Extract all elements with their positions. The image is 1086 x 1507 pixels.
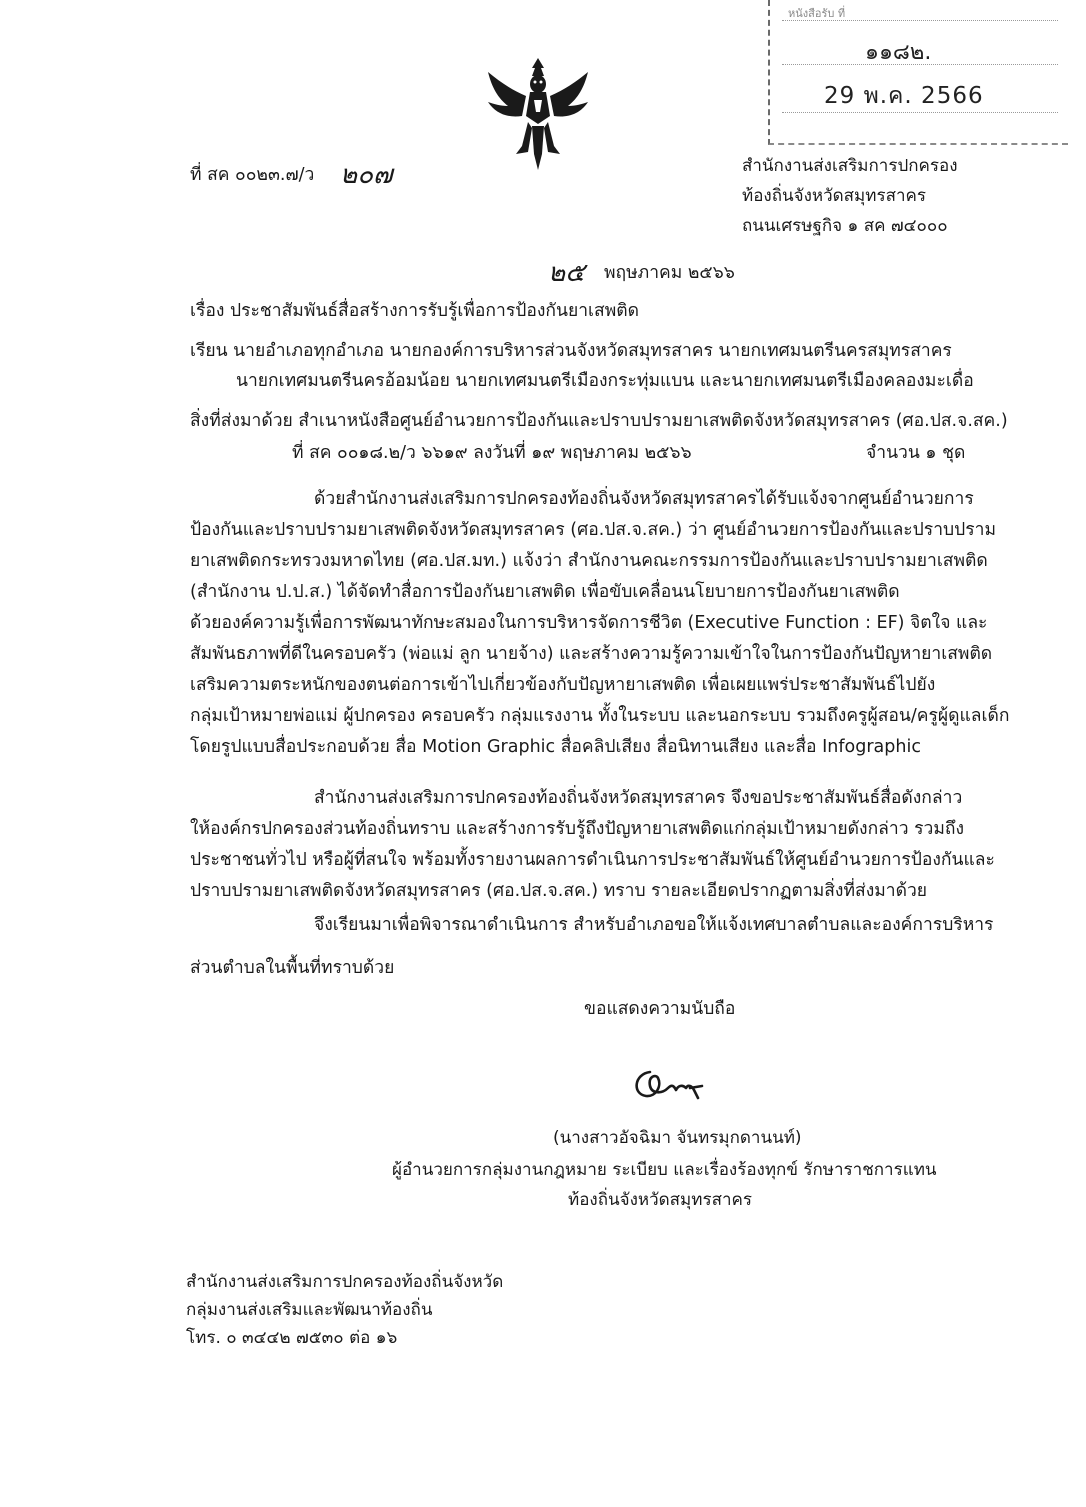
body-line: ด้วยสำนักงานส่งเสริมการปกครองท้องถิ่นจังหวัดสมุทรสาครได้รับแจ้งจากศูนย์อำนวยการ — [314, 489, 974, 509]
body-line: จึงเรียนมาเพื่อพิจารณาดำเนินการ สำหรับอำเภอขอให้แจ้งเทศบาลตำบลและองค์การบริหาร — [314, 915, 994, 935]
closing-salutation: ขอแสดงความนับถือ — [584, 999, 736, 1019]
sender-address-line: สำนักงานส่งเสริมการปกครอง — [742, 156, 958, 176]
addressee-line: เรียน นายอำเภอทุกอำเภอ นายกองค์การบริหารส่วนจังหวัดสมุทรสาคร นายกเทศมนตรีนครสมุทรสาคร — [190, 341, 952, 361]
letter-date: พฤษภาคม ๒๕๖๖ — [604, 263, 735, 283]
body-line: โดยรูปแบบสื่อประกอบด้วย สื่อ Motion Graphic สื่อคลิปเสียง สื่อนิทานเสียง และสื่อ Infographic — [190, 737, 921, 757]
body-line: ยาเสพติดกระทรวงมหาดไทย (ศอ.ปส.มท.) แจ้งว่า สำนักงานคณะกรรมการป้องกันและปราบปรามยาเสพติด — [190, 551, 988, 571]
document-number-handwritten: ๒๐๗ — [340, 160, 393, 190]
stamp-header: หนังสือรับ ที่ — [788, 7, 846, 20]
body-line: (สำนักงาน ป.ป.ส.) ได้จัดทำสื่อการป้องกันยาเสพติด เพื่อขับเคลื่อนนโยบายการป้องกันยาเสพติด — [190, 582, 900, 602]
sender-address-line: ถนนเศรษฐกิจ ๑ สค ๗๔๐๐๐ — [742, 216, 948, 236]
body-line: ปราบปรามยาเสพติดจังหวัดสมุทรสาคร (ศอ.ปส.จ.สค.) ทราบ รายละเอียดปรากฏตามสิ่งที่ส่งมาด้วย — [190, 881, 928, 901]
stamp-rule — [782, 64, 1058, 65]
stamp-rule — [782, 112, 1058, 113]
body-line: ประชาชนทั่วไป หรือผู้ที่สนใจ พร้อมทั้งรายงานผลการดำเนินการประชาสัมพันธ์ให้ศูนย์อำนวยการป้องกันและ — [190, 850, 995, 870]
footer-office: สำนักงานส่งเสริมการปกครองท้องถิ่นจังหวัด — [186, 1272, 504, 1292]
body-line: เสริมความตระหนักของตนต่อการเข้าไปเกี่ยวข้องกับปัญหายาเสพติด เพื่อเผยแพร่ประชาสัมพันธ์ไปยัง — [190, 675, 936, 695]
addressee-line: นายกเทศมนตรีนครอ้อมน้อย นายกเทศมนตรีเมืองกระทุ่มแบน และนายกเทศมนตรีเมืองคลองมะเดื่อ — [236, 371, 974, 391]
body-line: ส่วนตำบลในพื้นที่ทราบด้วย — [190, 958, 395, 978]
body-line: สำนักงานส่งเสริมการปกครองท้องถิ่นจังหวัดสมุทรสาคร จึงขอประชาสัมพันธ์สื่อดังกล่าว — [314, 788, 963, 808]
body-line: ป้องกันและปราบปรามยาเสพติดจังหวัดสมุทรสาคร (ศอ.ปส.จ.สค.) ว่า ศูนย์อำนวยการป้องกันและปราบปราม — [190, 520, 996, 540]
stamp-rule — [782, 20, 1058, 21]
footer-division: กลุ่มงานส่งเสริมและพัฒนาท้องถิ่น — [186, 1300, 433, 1320]
stamp-receipt-date: 29 พ.ค. 2566 — [824, 83, 984, 109]
subject-line: เรื่อง ประชาสัมพันธ์สื่อสร้างการรับรู้เพื่อการป้องกันยาเสพติด — [190, 301, 639, 321]
signature-icon — [628, 1064, 708, 1104]
footer-phone: โทร. ๐ ๓๔๔๒ ๗๕๓๐ ต่อ ๑๖ — [186, 1328, 398, 1348]
signer-title: ผู้อำนวยการกลุ่มงานกฎหมาย ระเบียบ และเรื่องร้องทุกข์ รักษาราชการแทน — [392, 1160, 937, 1180]
date-day-handwritten: ๒๕ — [548, 258, 585, 288]
document-number: ที่ สค ๐๐๒๓.๗/ว — [190, 165, 315, 185]
receipt-stamp — [768, 0, 1068, 145]
signer-title: ท้องถิ่นจังหวัดสมุทรสาคร — [568, 1190, 753, 1210]
body-line: ให้องค์กรปกครองส่วนท้องถิ่นทราบ และสร้างการรับรู้ถึงปัญหายาเสพติดแก่กลุ่มเป้าหมายดังกล่าว รวมถึง — [190, 819, 965, 839]
stamp-receipt-number: ๑๑๘๒. — [865, 40, 932, 65]
sender-address-line: ท้องถิ่นจังหวัดสมุทรสาคร — [742, 186, 927, 206]
garuda-emblem-icon — [478, 54, 598, 174]
body-line: กลุ่มเป้าหมายพ่อแม่ ผู้ปกครอง ครอบครัว กลุ่มแรงงาน ทั้งในระบบ และนอกระบบ รวมถึงครูผู้สอน/ครูผู้ดูแลเด็ก — [190, 706, 1010, 726]
body-line: ด้วยองค์ความรู้เพื่อการพัฒนาทักษะสมองในการบริหารจัดการชีวิต (Executive Function : EF) จิตใจ และ — [190, 613, 988, 633]
signer-name: (นางสาวอัจฉิมา จันทรมุกดานนท์) — [553, 1128, 802, 1148]
enclosure-count: จำนวน ๑ ชุด — [866, 443, 966, 463]
body-line: สัมพันธภาพที่ดีในครอบครัว (พ่อแม่ ลูก นายจ้าง) และสร้างความรู้ความเข้าใจในการป้องกันปัญหายาเสพติด — [190, 644, 993, 664]
enclosure-line: สิ่งที่ส่งมาด้วย สำเนาหนังสือศูนย์อำนวยการป้องกันและปราบปรามยาเสพติดจังหวัดสมุทรสาคร (ศอ.ปส.จ.สค.) — [190, 411, 1008, 431]
enclosure-line: ที่ สค ๐๐๑๘.๒/ว ๖๖๑๙ ลงวันที่ ๑๙ พฤษภาคม ๒๕๖๖ — [292, 443, 692, 463]
